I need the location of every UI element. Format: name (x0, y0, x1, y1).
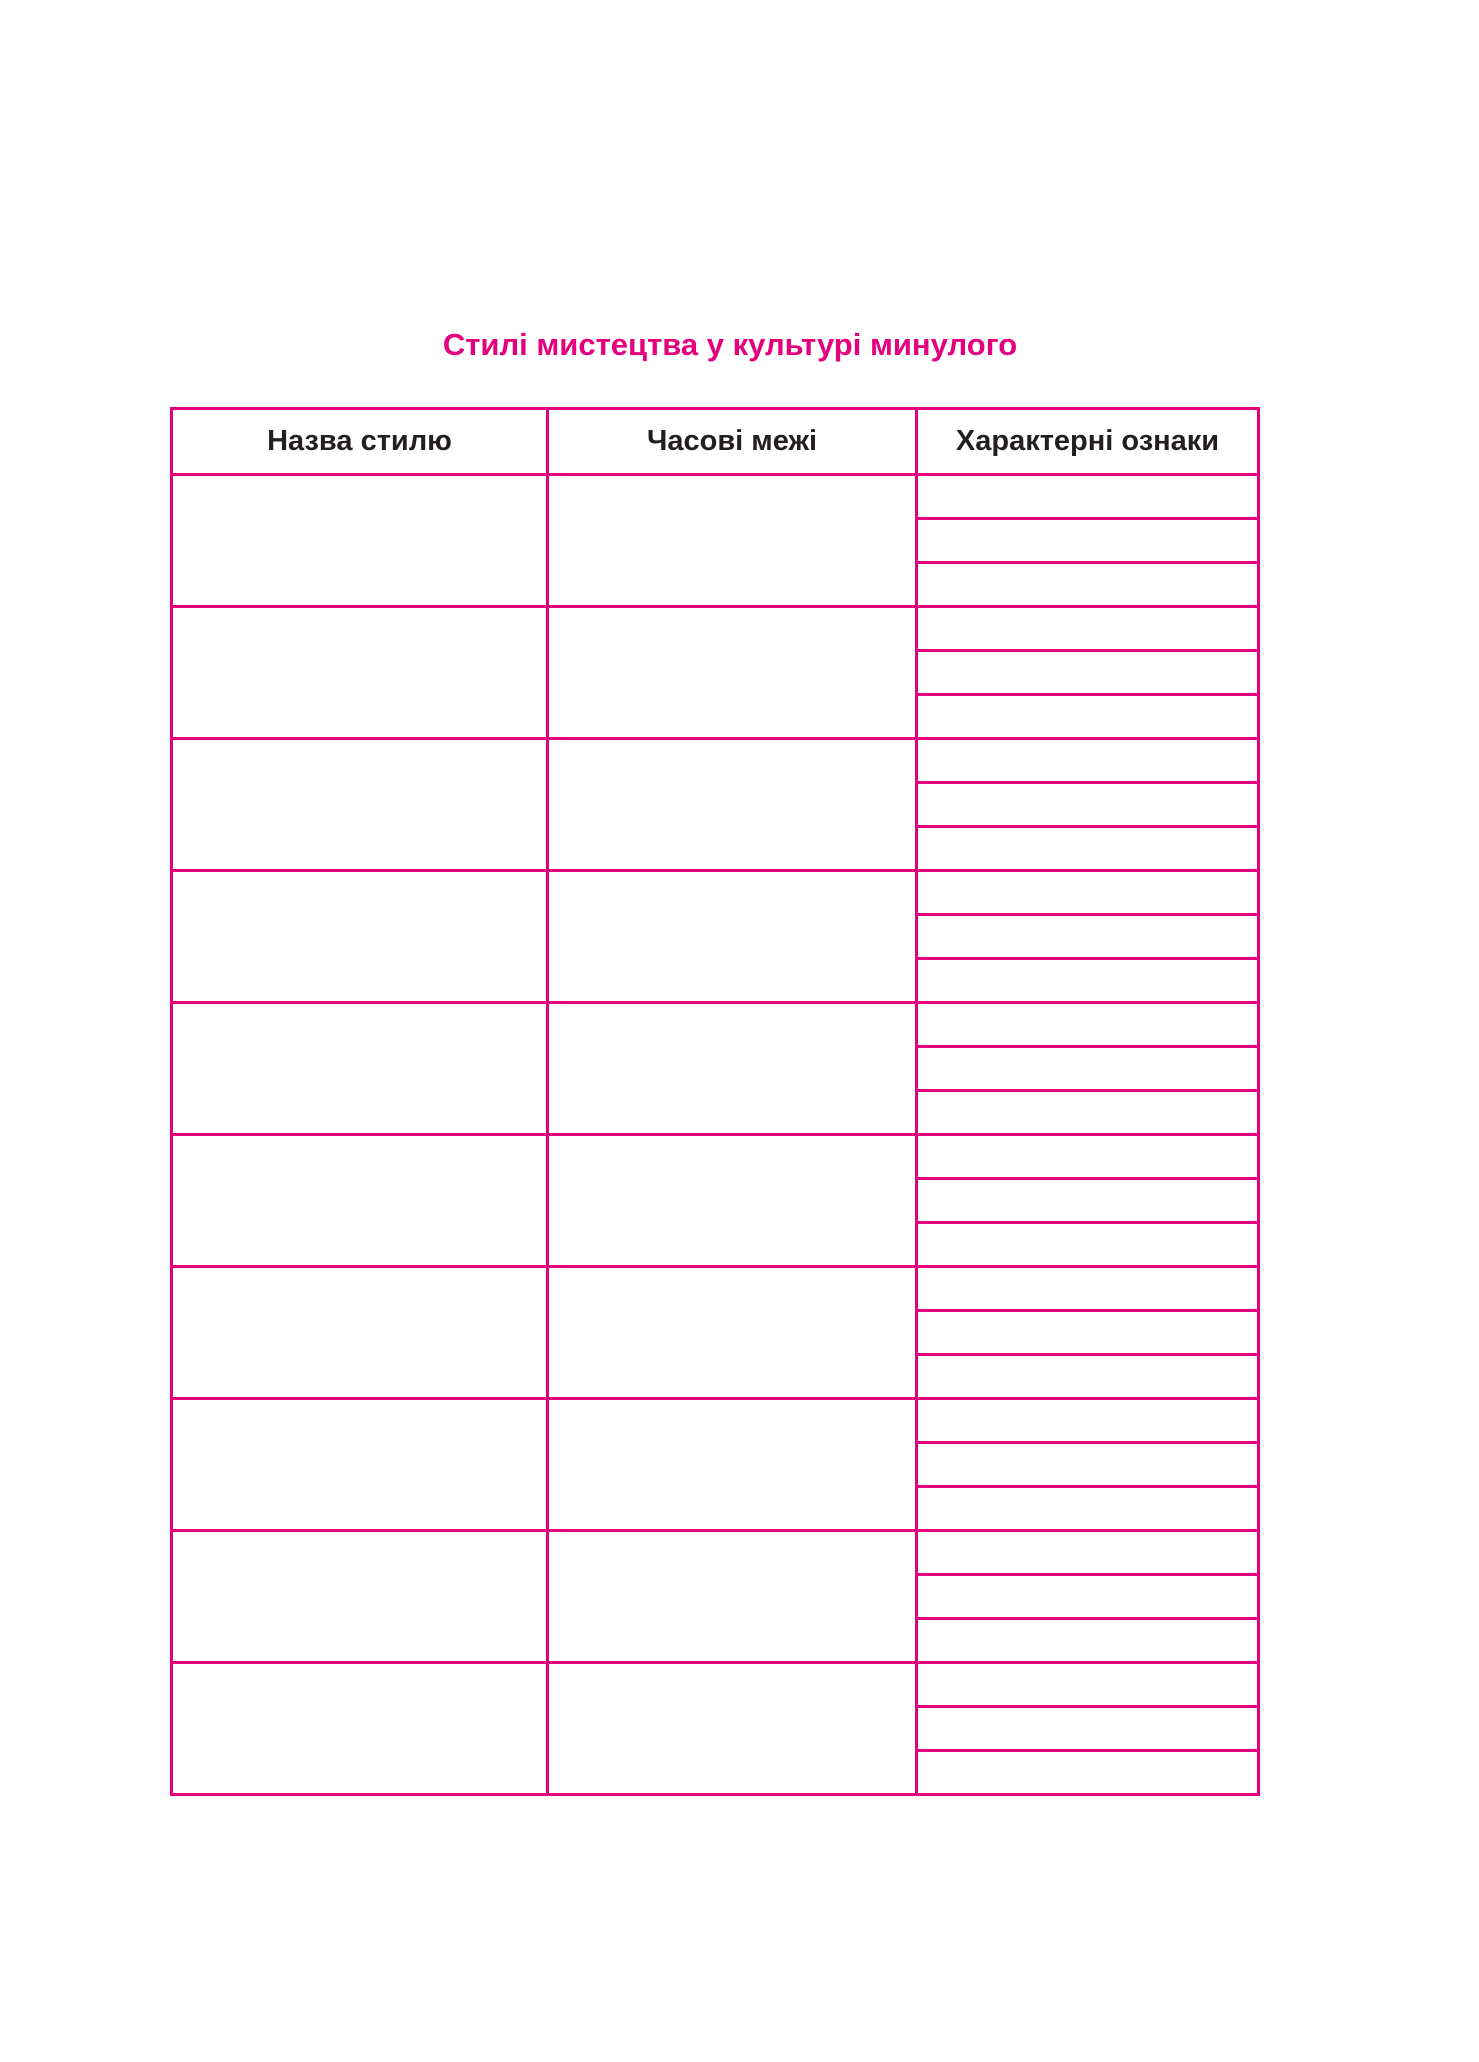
time-period-cell[interactable] (548, 475, 917, 607)
time-period-cell[interactable] (548, 1135, 917, 1267)
characteristic-line-cell[interactable] (917, 959, 1259, 1003)
table-row (172, 607, 1259, 651)
characteristic-line-cell[interactable] (917, 1707, 1259, 1751)
characteristic-line-cell[interactable] (917, 915, 1259, 959)
characteristic-line-cell[interactable] (917, 871, 1259, 915)
time-period-cell[interactable] (548, 1399, 917, 1531)
characteristic-line-cell[interactable] (917, 1751, 1259, 1795)
style-name-cell[interactable] (172, 1003, 548, 1135)
characteristic-line-cell[interactable] (917, 1003, 1259, 1047)
characteristic-line-cell[interactable] (917, 1619, 1259, 1663)
table-row (172, 475, 1259, 519)
table-row (172, 1003, 1259, 1047)
style-name-cell[interactable] (172, 1267, 548, 1399)
characteristic-line-cell[interactable] (917, 1531, 1259, 1575)
style-name-cell[interactable] (172, 1399, 548, 1531)
table-row (172, 1531, 1259, 1575)
table-row (172, 1267, 1259, 1311)
characteristic-line-cell[interactable] (917, 827, 1259, 871)
time-period-cell[interactable] (548, 1003, 917, 1135)
table-header-row (172, 409, 1259, 475)
table-row (172, 1663, 1259, 1707)
time-period-cell[interactable] (548, 1663, 917, 1795)
characteristic-line-cell[interactable] (917, 739, 1259, 783)
characteristic-line-cell[interactable] (917, 1399, 1259, 1443)
characteristic-line-cell[interactable] (917, 1047, 1259, 1091)
time-period-cell[interactable] (548, 1267, 917, 1399)
characteristic-line-cell[interactable] (917, 695, 1259, 739)
style-name-cell[interactable] (172, 475, 548, 607)
table-row (172, 739, 1259, 783)
characteristic-line-cell[interactable] (917, 1487, 1259, 1531)
time-period-cell[interactable] (548, 607, 917, 739)
characteristic-line-cell[interactable] (917, 519, 1259, 563)
characteristic-line-cell[interactable] (917, 1091, 1259, 1135)
style-name-cell[interactable] (172, 739, 548, 871)
time-period-cell[interactable] (548, 739, 917, 871)
page-title: Стилі мистецтва у культурі минулого (442, 327, 1018, 362)
table-row (172, 1135, 1259, 1179)
characteristic-line-cell[interactable] (917, 1267, 1259, 1311)
characteristic-line-cell[interactable] (917, 651, 1259, 695)
table-body (172, 475, 1259, 1795)
characteristic-line-cell[interactable] (917, 783, 1259, 827)
header-style-name: Назва стилю (172, 409, 548, 475)
header-time-period: Часові межі (548, 409, 917, 475)
characteristic-line-cell[interactable] (917, 1223, 1259, 1267)
characteristic-line-cell[interactable] (917, 607, 1259, 651)
time-period-cell[interactable] (548, 871, 917, 1003)
style-name-cell[interactable] (172, 607, 548, 739)
characteristic-line-cell[interactable] (917, 1135, 1259, 1179)
characteristic-line-cell[interactable] (917, 1443, 1259, 1487)
style-name-cell[interactable] (172, 871, 548, 1003)
characteristic-line-cell[interactable] (917, 563, 1259, 607)
table-row (172, 871, 1259, 915)
header-characteristics: Характерні ознаки (917, 409, 1259, 475)
styles-table (170, 407, 1260, 1796)
style-name-cell[interactable] (172, 1531, 548, 1663)
style-name-cell[interactable] (172, 1135, 548, 1267)
characteristic-line-cell[interactable] (917, 475, 1259, 519)
characteristic-line-cell[interactable] (917, 1575, 1259, 1619)
characteristic-line-cell[interactable] (917, 1663, 1259, 1707)
characteristic-line-cell[interactable] (917, 1311, 1259, 1355)
characteristic-line-cell[interactable] (917, 1179, 1259, 1223)
style-name-cell[interactable] (172, 1663, 548, 1795)
characteristic-line-cell[interactable] (917, 1355, 1259, 1399)
table-row (172, 1399, 1259, 1443)
time-period-cell[interactable] (548, 1531, 917, 1663)
